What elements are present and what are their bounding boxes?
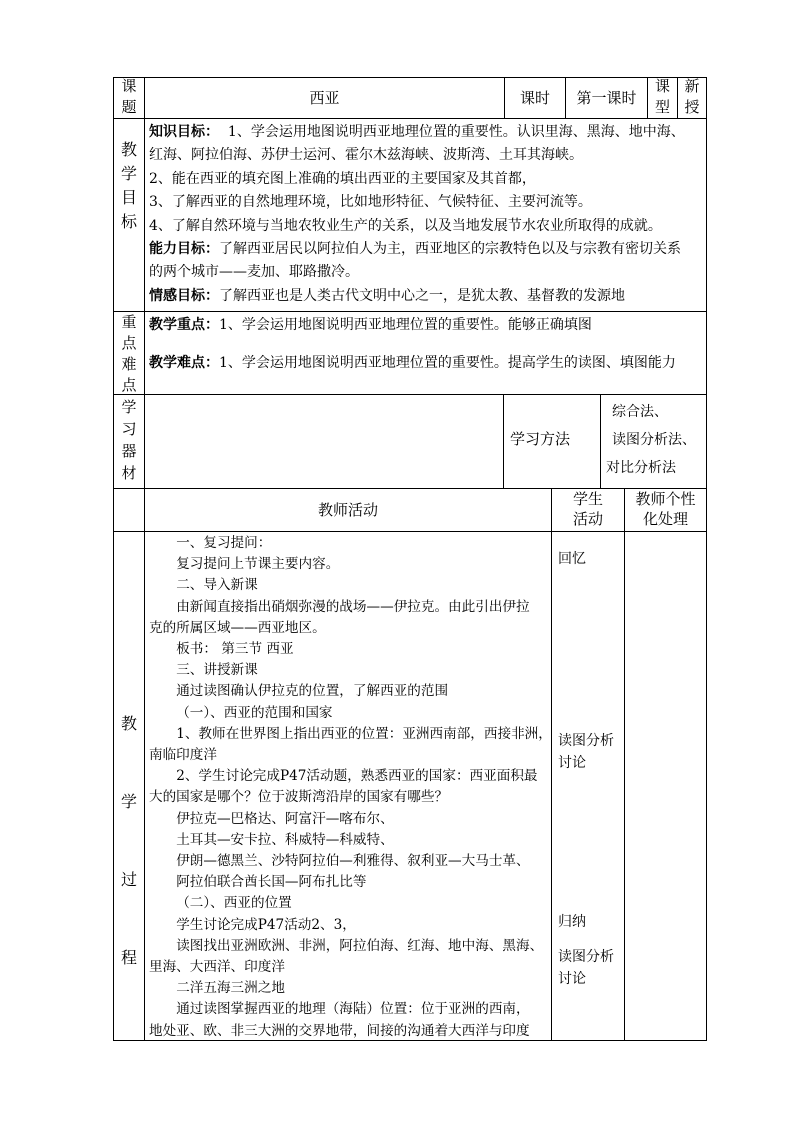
student-note [558, 946, 622, 990]
knowledge-line [149, 121, 704, 144]
knowledge-title: 知识目标： [149, 124, 219, 140]
label-char: 学 [120, 164, 137, 183]
topic-value: 西亚 [309, 89, 340, 107]
label-char: 型 [654, 98, 670, 116]
ability-title: 能力目标： [149, 241, 219, 258]
process-line: 地处亚、欧、非三大洲的交界地带，间接的沟通着大西洋与印度 [149, 1022, 530, 1039]
rule [113, 311, 707, 312]
rule [144, 77, 145, 1041]
ability-line: 的两个城市——麦加、耶路撒冷。 [149, 264, 359, 281]
label-char: 授 [684, 98, 700, 116]
emotion-text: 了解西亚也是人类古代文明中心之一，是犹太教、基督教的发源地 [219, 287, 625, 304]
focus-title: 教学重点： [149, 317, 219, 333]
difficulty-line [149, 352, 704, 374]
label-char: 材 [121, 464, 137, 482]
student-note [558, 911, 622, 933]
label-char: 习 [121, 420, 137, 438]
rule [113, 394, 707, 395]
type-label [648, 76, 677, 118]
ability-text: 了解西亚居民以阿拉伯人为主，西亚地区的宗教特色以及与宗教有密切关系 [219, 241, 681, 258]
process-line: 板书： 第三节 西亚 [176, 641, 294, 658]
emotion-title: 情感目标： [149, 287, 219, 304]
label-char: 新 [684, 77, 700, 95]
process-line: 大的国家是哪个？位于波斯湾沿岸的国家有哪些？ [149, 789, 449, 806]
knowledge-line: 红海、阿拉伯海、苏伊士运河、霍尔木兹海峡、波斯湾、土耳其海峡。 [149, 147, 583, 164]
header-line: 教师个性 [635, 490, 696, 508]
materials-label [114, 396, 144, 484]
process-line: 三、讲授新课 [176, 662, 258, 679]
process-line: 里海、大西洋、印度洋 [149, 959, 285, 976]
student-note-line: 读图分析 [558, 733, 614, 749]
student-note-line: 讨论 [558, 971, 586, 987]
type-value [678, 76, 706, 118]
rule [600, 394, 601, 489]
difficulty-title: 教学难点： [149, 355, 219, 371]
rule [706, 77, 707, 1041]
process-line: （一）、西亚的范围和国家 [176, 704, 333, 721]
student-note [558, 548, 622, 570]
period-value: 第一课时 [576, 89, 637, 107]
student-note [558, 730, 622, 774]
method-item: 对比分析法 [606, 460, 676, 476]
label-char: 教 [120, 714, 137, 733]
process-line: 伊拉克—巴格达、阿富汗—喀布尔、 [176, 810, 394, 827]
process-line: 二洋五海三洲之地 [176, 980, 285, 997]
student-note-line: 读图分析 [558, 949, 614, 965]
label-char: 题 [121, 98, 137, 116]
focus-line [149, 314, 704, 336]
process-line: 南临印度洋 [149, 747, 217, 764]
process-line: 通过读图掌握西亚的地理（海陆）位置：位于亚洲的西南， [176, 1001, 530, 1018]
rule [113, 77, 707, 78]
teacher-activity-header: 教师活动 [317, 501, 378, 519]
label-char: 学 [121, 398, 137, 416]
process-line: 二、导入新课 [176, 577, 258, 594]
label-char: 课 [654, 77, 670, 95]
process-line: 通过读图确认伊拉克的位置，了解西亚的范围 [176, 683, 449, 700]
rule [624, 488, 625, 1041]
student-activity-header [552, 489, 624, 529]
difficulty-text: 1、学会运用地图说明西亚地理位置的重要性。提高学生的读图、填图能力 [219, 355, 676, 371]
method-label: 学习方法 [510, 430, 571, 448]
label-char: 学 [120, 792, 137, 811]
topic-label [114, 76, 144, 118]
method-item: 综合法、 [612, 404, 668, 420]
header-line: 学生 [572, 490, 603, 508]
knowledge-line: 2、能在西亚的填充图上准确的填出西亚的主要国家及其首都， [149, 170, 536, 187]
process-line: 读图找出亚洲欧洲、非洲，阿拉伯海、红海、地中海、黑海、 [176, 937, 544, 954]
student-note-line: 讨论 [558, 755, 586, 771]
process-line: 一、复习提问： [176, 535, 272, 551]
focus-text: 1、学会运用地图说明西亚地理位置的重要性。能够正确填图 [219, 317, 592, 333]
label-char: 难 [121, 355, 137, 373]
rule [551, 488, 552, 1041]
process-line: 阿拉伯联合酋长国—阿布扎比等 [176, 874, 367, 891]
label-char: 目 [120, 188, 137, 207]
personal-header [625, 489, 706, 529]
label-char: 教 [120, 140, 137, 159]
teacher-activity-content [149, 533, 552, 1042]
process-line: 2、学生讨论完成P47活动题，熟悉西亚的国家：西亚面积最 [176, 768, 538, 785]
knowledge-text: 1、学会运用地图说明西亚地理位置的重要性。认识里海、黑海、地中海、 [227, 124, 685, 140]
process-line: 克的所属区域——西亚地区。 [149, 619, 326, 636]
label-char: 程 [120, 948, 137, 967]
objectives-content [149, 121, 704, 308]
process-line: 复习提问上节课主要内容。 [176, 556, 340, 573]
rule [503, 394, 504, 489]
key-points-content [149, 314, 704, 374]
knowledge-line: 3、了解西亚的自然地理环境，比如地形特征、气候特征、主要河流等。 [149, 194, 592, 211]
label-char: 课 [121, 77, 137, 95]
process-line: 1、教师在世界图上指出西亚的位置：亚洲西南部，西接非洲， [176, 725, 552, 742]
process-line: 学生讨论完成P47活动2、3， [176, 916, 356, 933]
header-line: 化处理 [642, 510, 688, 528]
objectives-label [114, 138, 144, 234]
process-line: 伊朗—德黑兰、沙特阿拉伯—利雅得、叙利亚—大马士革、 [176, 853, 530, 870]
knowledge-line: 4、了解自然环境与当地农牧业生产的关系，以及当地发展节水农业所取得的成就。 [149, 217, 662, 234]
method-item: 读图分析法、 [612, 432, 696, 448]
rule [113, 531, 707, 532]
label-char: 点 [121, 334, 137, 352]
label-char: 过 [120, 870, 137, 889]
label-char: 标 [120, 212, 137, 231]
emotion-line [149, 285, 704, 308]
rule [113, 118, 707, 119]
label-char: 点 [121, 376, 137, 394]
process-line: （二）、西亚的位置 [176, 895, 292, 912]
student-note-line: 归纳 [558, 914, 586, 930]
period-label: 课时 [519, 89, 550, 107]
ability-line [149, 238, 704, 261]
student-note-line: 回忆 [558, 551, 586, 567]
process-line: 由新闻直接指出硝烟弥漫的战场——伊拉克。由此引出伊拉 [176, 598, 530, 615]
methods-list [606, 398, 706, 482]
label-char: 器 [121, 442, 137, 460]
process-label [114, 685, 144, 997]
key-points-label [114, 312, 144, 396]
label-char: 重 [121, 313, 137, 331]
process-line: 土耳其—安卡拉、科威特—科威特、 [176, 831, 394, 848]
header-line: 活动 [572, 510, 603, 528]
